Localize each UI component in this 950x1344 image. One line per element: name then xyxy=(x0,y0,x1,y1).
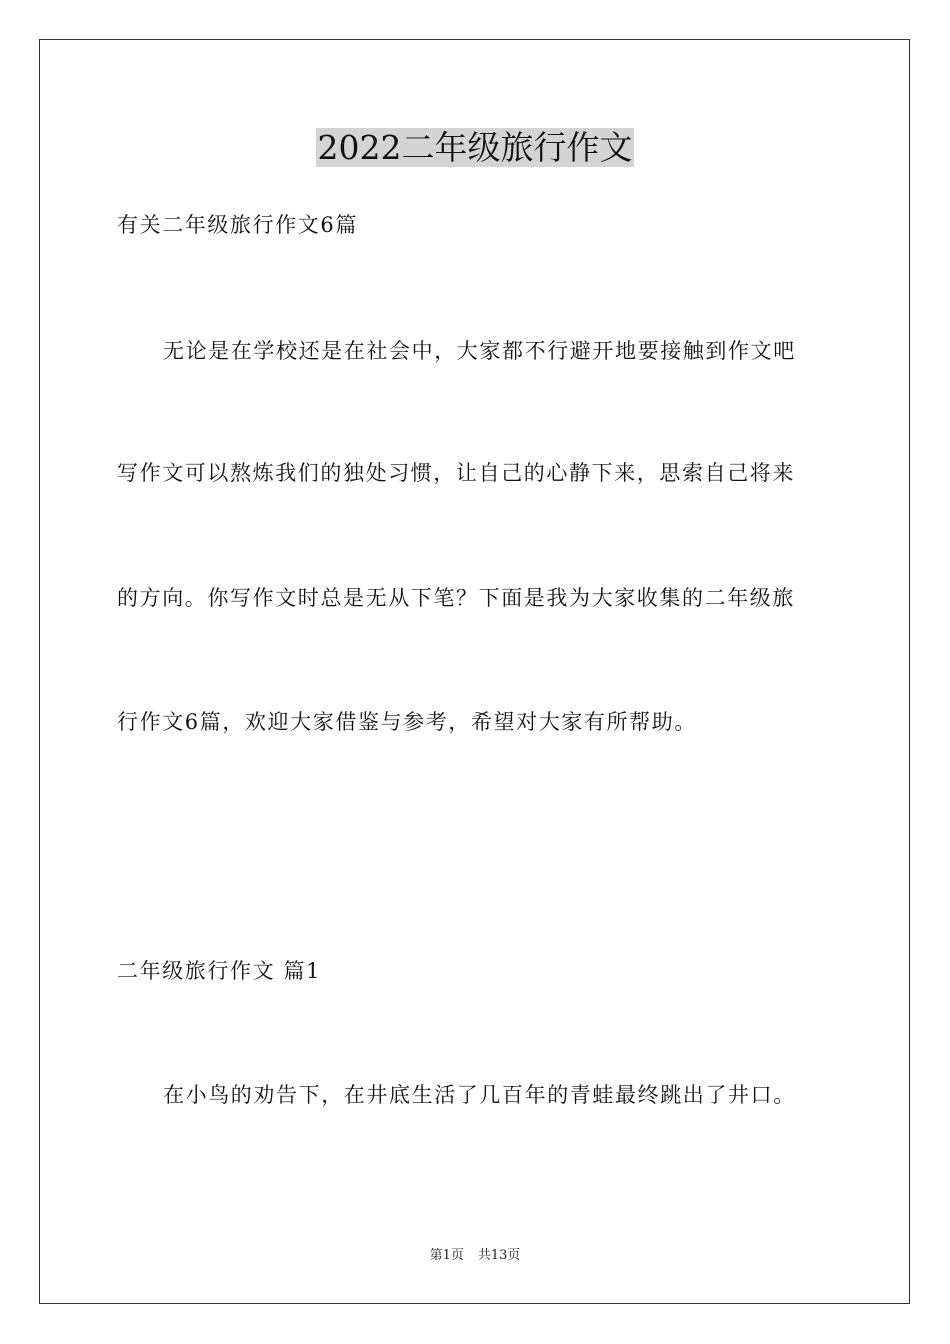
intro-line-2: 写作文可以熬炼我们的独处习惯，让自己的心静下来，思索自己将来 xyxy=(117,461,795,485)
section-heading: 二年级旅行作文 篇1 xyxy=(117,959,322,983)
page-total: 共13页 xyxy=(477,1248,521,1263)
page-footer xyxy=(0,1247,950,1265)
document-title-text: 2022二年级旅行作文 xyxy=(317,128,633,167)
intro-line-4: 行作文6篇，欢迎大家借鉴与参考，希望对大家有所帮助。 xyxy=(117,710,697,734)
page-number: 第1页 xyxy=(429,1248,464,1263)
intro-line-1: 无论是在学校还是在社会中，大家都不行避开地要接触到作文吧 xyxy=(163,339,796,363)
document-title xyxy=(0,126,950,176)
section-paragraph-line-1: 在小鸟的劝告下，在井底生活了几百年的青蛙最终跳出了井口。 xyxy=(163,1083,796,1107)
intro-line-3: 的方向。你写作文时总是无从下笔？下面是我为大家收集的二年级旅 xyxy=(117,586,795,610)
document-subtitle: 有关二年级旅行作文6篇 xyxy=(117,213,358,237)
